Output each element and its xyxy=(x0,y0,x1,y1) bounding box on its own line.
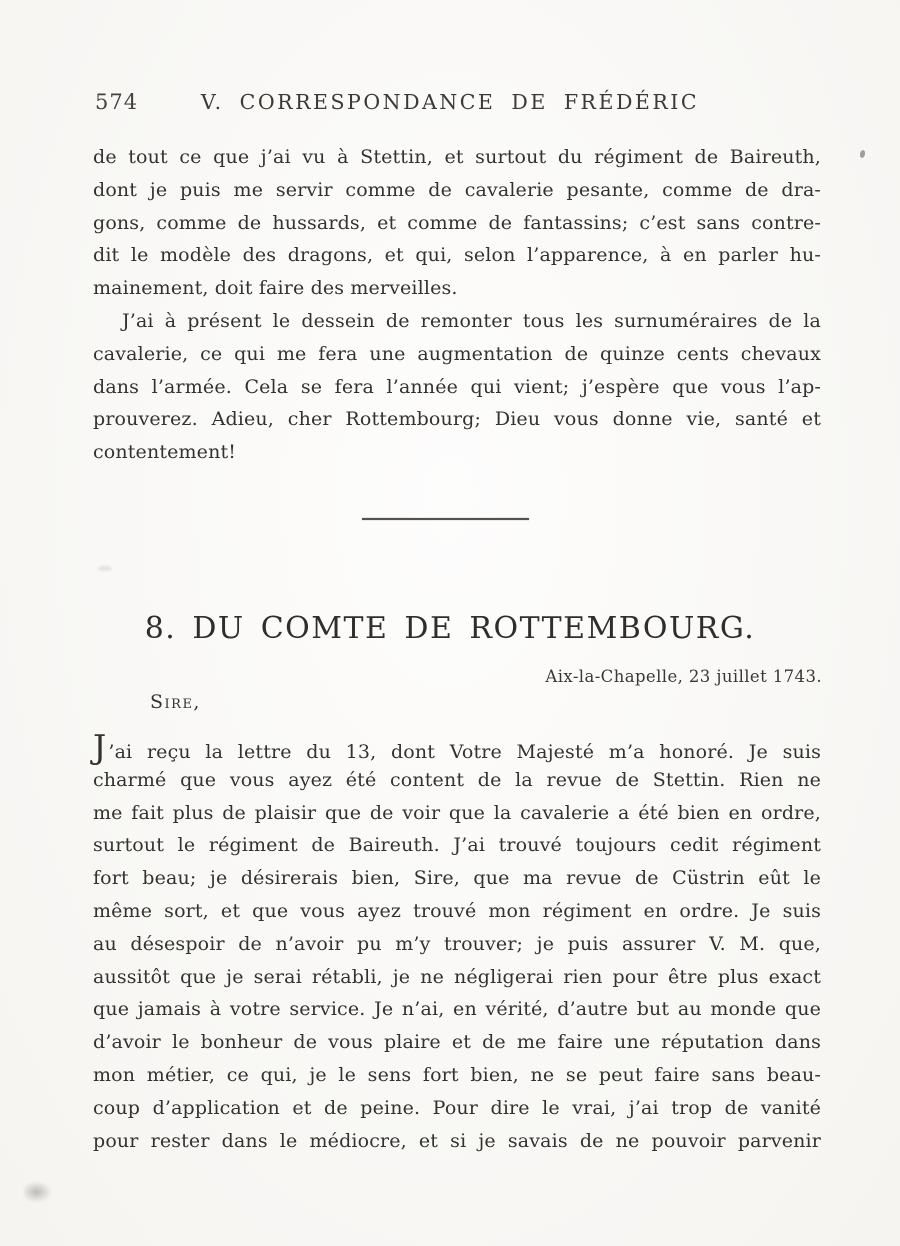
page-number: 574 xyxy=(95,90,139,114)
running-title: V. CORRESPONDANCE DE FRÉDÉRIC xyxy=(200,90,700,114)
section-heading: 8. DU COMTE DE ROTTEMBOURG. xyxy=(144,611,756,646)
ink-speck-faint xyxy=(98,566,112,571)
section-divider-rule xyxy=(362,518,529,520)
text-line: coup d’application et de peine. Pour dire le vrai, j’ai trop de vanité xyxy=(93,1096,821,1119)
text-line: dont je puis me servir comme de cavalerie pesante, comme de dra- xyxy=(93,178,821,201)
text-line: dit le modèle des dragons, et qui, selon l’apparence, à en parler hu- xyxy=(93,244,821,267)
text-line: que jamais à votre service. Je n’ai, en vérité, d’autre but au monde que xyxy=(93,998,821,1021)
text-line: contentement! xyxy=(93,441,237,464)
page-header xyxy=(0,90,900,120)
text-line: J’ai à présent le dessein de remonter tous les surnuméraires de la xyxy=(122,309,821,332)
text-line-continue: ’ai reçu la lettre du 13, dont Votre Majesté m’a honoré. Je suis xyxy=(108,741,821,763)
text-line: aussitôt que je serai rétabli, je ne négligerai rien pour être plus exact xyxy=(93,965,821,988)
text-line: charmé que vous ayez été content de la revue de Stettin. Rien ne xyxy=(93,768,821,791)
text-line: prouverez. Adieu, cher Rottembourg; Dieu vous donne vie, santé et xyxy=(93,408,821,431)
letter-body xyxy=(93,727,821,1157)
text-line: fort beau; je désirerais bien, Sire, que ma revue de Cüstrin eût le xyxy=(93,867,821,890)
text-line: de tout ce que j’ai vu à Stettin, et surtout du régiment de Baireuth, xyxy=(93,146,821,168)
smudge-mark xyxy=(24,1181,52,1203)
text-line: mainement, doit faire des merveilles. xyxy=(93,277,458,300)
text-line: pour rester dans le médiocre, et si je savais de ne pouvoir parvenir xyxy=(93,1129,821,1152)
text-line: mon métier, ce qui, je le sens fort bien, ne se peut faire sans beau- xyxy=(93,1063,821,1086)
dateline: Aix-la-Chapelle, 23 juillet 1743. xyxy=(545,667,822,686)
text-line: dans l’armée. Cela se fera l’année qui vient; j’espère que vous l’ap- xyxy=(93,375,821,398)
ink-speck xyxy=(859,150,866,159)
text-line: surtout le régiment de Baireuth. J’ai trouvé toujours cedit régiment xyxy=(93,834,821,857)
letter-closing-paragraphs xyxy=(93,141,821,469)
text-line: au désespoir de n’avoir pu m’y trouver; je puis assurer V. M. que, xyxy=(93,932,821,955)
text-line xyxy=(93,727,821,766)
salutation: Sire, xyxy=(150,691,201,713)
text-line: même sort, et que vous ayez trouvé mon régiment en ordre. Je suis xyxy=(93,899,821,922)
text-line: gons, comme de hussards, et comme de fantassins; c’est sans contre- xyxy=(93,211,821,234)
text-line: me fait plus de plaisir que de voir que la cavalerie a été bien en ordre, xyxy=(93,801,821,824)
text-line: cavalerie, ce qui me fera une augmentation de quinze cents chevaux xyxy=(93,342,821,365)
text-line: d’avoir le bonheur de vous plaire et de me faire une réputation dans xyxy=(93,1031,821,1054)
lead-capital: J xyxy=(93,727,107,766)
